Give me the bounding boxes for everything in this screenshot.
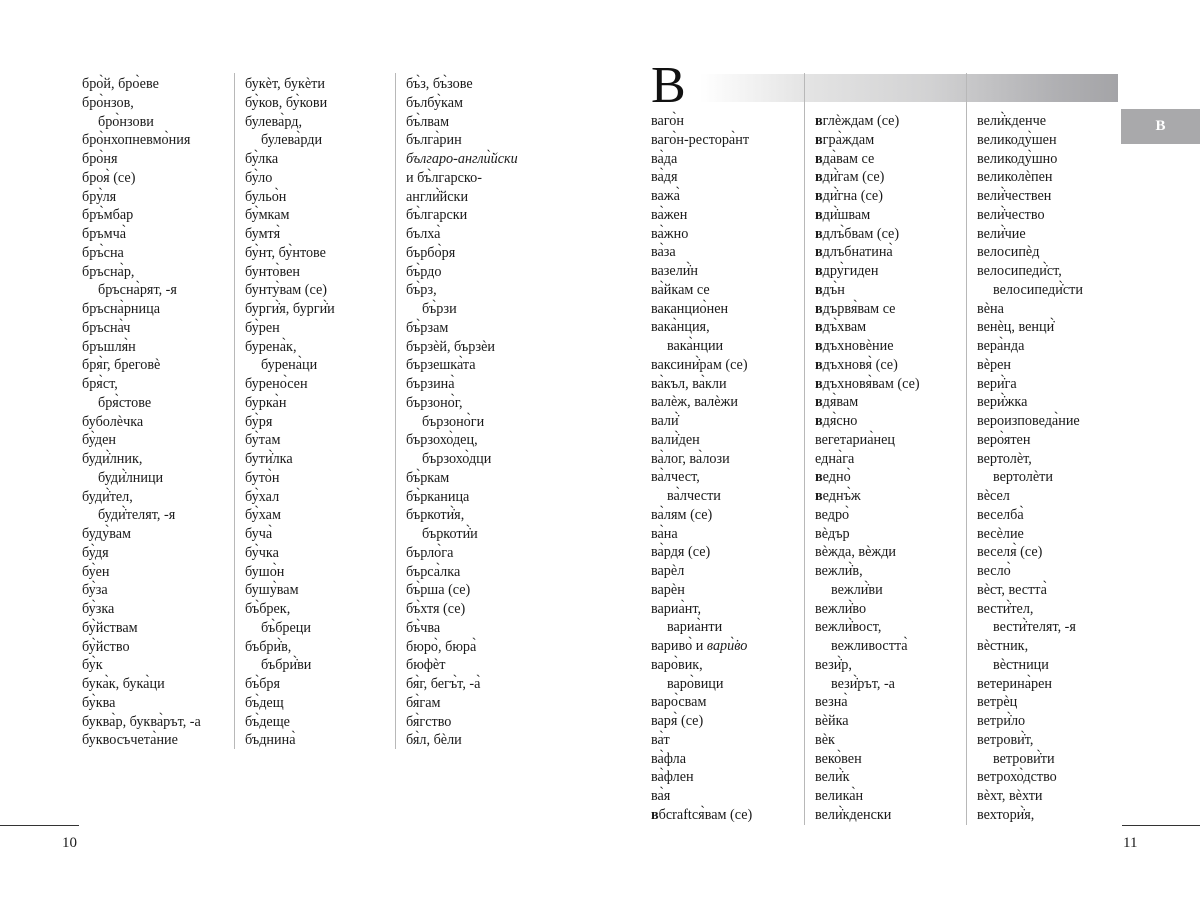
dictionary-entry: бу̀йствам xyxy=(82,619,138,636)
dictionary-entry: вдъхновѐние xyxy=(815,338,894,354)
column-divider xyxy=(804,73,805,825)
dictionary-entry: бу̀за xyxy=(82,582,108,599)
dictionary-entry: бълга̀рин xyxy=(406,132,462,149)
dictionary-entry: ва̀жен xyxy=(651,206,688,223)
dictionary-entry: вели̇̀кденче xyxy=(977,113,1047,129)
dictionary-entry: буква̀р, буква̀рът, -а xyxy=(82,713,201,730)
dictionary-entry: бурено̀сен xyxy=(245,376,308,392)
dictionary-entry: ва̀фла xyxy=(651,750,687,767)
dictionary-entry: бръ̀мбар xyxy=(82,207,134,224)
dictionary-entry: вѐдър xyxy=(815,525,850,542)
dictionary-entry: вежли̇̀во xyxy=(815,600,867,617)
dictionary-entry: вди̇̀гна (се) xyxy=(815,188,883,204)
footer-rule xyxy=(1122,825,1200,826)
dictionary-entry: буду̀вам xyxy=(82,526,131,542)
dictionary-entry: ва̀лог, ва̀лози xyxy=(651,450,730,467)
dictionary-entry: вертолѐт, xyxy=(977,450,1032,467)
dictionary-entry: бъ̀рдо xyxy=(406,263,442,280)
dictionary-entry: вазели̇̀н xyxy=(651,263,698,279)
dictionary-entry: бъ̀рзи xyxy=(422,301,457,317)
dictionary-entry: велосипѐд xyxy=(977,244,1040,261)
dictionary-entry: ва̀лям (се) xyxy=(651,506,713,523)
dictionary-entry: бъ̀рз, xyxy=(406,282,437,299)
dictionary-entry: бумтя̀ xyxy=(245,226,281,242)
dictionary-entry: великоду̀шен xyxy=(977,131,1057,148)
dictionary-entry: бя̀гство xyxy=(406,713,452,730)
dictionary-entry: бря̀ст, xyxy=(82,376,118,392)
dictionary-entry: вѐстник, xyxy=(977,638,1029,654)
dictionary-entry: бурена̀ци xyxy=(261,357,318,374)
right-column-2 xyxy=(815,112,920,825)
section-letter: В xyxy=(651,57,686,114)
dictionary-entry: вѐрен xyxy=(977,356,1011,373)
dictionary-entry: вести̇̀телят, -я xyxy=(993,619,1076,636)
dictionary-entry: бъркоти̇̀и xyxy=(422,526,478,542)
dictionary-entry: вежли̇̀в, xyxy=(815,563,863,579)
dictionary-entry: вели̇̀чествен xyxy=(977,188,1052,204)
dictionary-entry: буди̇̀лници xyxy=(98,469,164,486)
dictionary-entry: вака̀нция, xyxy=(651,319,710,336)
dictionary-entry: ведно̀ xyxy=(815,469,851,486)
dictionary-entry: буто̀н xyxy=(245,469,280,486)
dictionary-entry: бързина̀ xyxy=(406,376,455,392)
dictionary-entry: бря̀г, бреговѐ xyxy=(82,357,161,374)
dictionary-entry: веселя̀ (се) xyxy=(977,544,1043,561)
dictionary-entry: англи̇̀йски xyxy=(406,188,469,205)
dictionary-entry: буквосъчета̀ние xyxy=(82,732,178,749)
dictionary-entry: великоду̀шно xyxy=(977,150,1058,167)
dictionary-entry: бъ̀чва xyxy=(406,619,441,636)
dictionary-entry: ва̀за xyxy=(651,244,676,261)
dictionary-entry: ведро̀ xyxy=(815,506,850,523)
dictionary-entry: булева̀рд, xyxy=(245,113,303,130)
dictionary-entry: бъ̀лвам xyxy=(406,113,450,130)
dictionary-entry: бя̀л, бѐли xyxy=(406,732,462,749)
dictionary-entry: веднъ̀ж xyxy=(815,488,861,504)
dictionary-entry: бу̀ден xyxy=(82,432,116,449)
dictionary-entry: бу̀йство xyxy=(82,638,130,655)
dictionary-entry: вероизповеда̀ние xyxy=(977,413,1080,429)
dictionary-entry: вежли̇̀вост, xyxy=(815,619,882,636)
dictionary-entry: ва̀флен xyxy=(651,769,694,786)
dictionary-entry: букѐт, букѐти xyxy=(245,76,325,92)
left-column-1 xyxy=(82,75,201,750)
dictionary-entry: бу̀хал xyxy=(245,488,280,505)
thumb-index-letter: В xyxy=(1155,118,1166,134)
dictionary-entry: бу̀рен xyxy=(245,319,280,336)
column-divider xyxy=(395,73,396,749)
dictionary-entry: бъ̀деще xyxy=(245,713,290,730)
dictionary-entry: бу̀нт, бу̀нтове xyxy=(245,244,326,261)
dictionary-entry: ва̀лчест, xyxy=(651,469,700,486)
dictionary-entry: варо̀свам xyxy=(651,694,707,711)
dictionary-entry: бързешка̀та xyxy=(406,357,476,374)
dictionary-entry: вера̀нда xyxy=(977,338,1025,354)
dictionary-entry: бъднина̀ xyxy=(245,732,296,749)
left-column-2 xyxy=(245,75,335,750)
dictionary-entry: вдлъ̀бвам (се) xyxy=(815,225,900,242)
dictionary-entry: броя̀ (се) xyxy=(82,169,136,186)
dictionary-entry: венѐц, венци̇̀ xyxy=(977,319,1055,336)
dictionary-entry: вдървя̀вам се xyxy=(815,300,896,317)
right-column-3 xyxy=(977,112,1083,825)
column-divider xyxy=(966,73,967,825)
dictionary-entry: ва̀рдя (се) xyxy=(651,544,711,561)
dictionary-entry: веко̀вен xyxy=(815,750,862,767)
dictionary-entry: вдъхновя̀ (се) xyxy=(815,356,898,373)
dictionary-entry: бъ̀хтя (се) xyxy=(406,601,466,617)
dictionary-entry: бръсна̀ч xyxy=(82,319,131,336)
dictionary-entry: ваго̀н xyxy=(651,113,684,129)
dictionary-entry: вали̇̀ xyxy=(651,413,679,429)
dictionary-entry: великолѐпен xyxy=(977,169,1053,186)
dictionary-entry: вери̇̀га xyxy=(977,375,1017,392)
dictionary-entry: вери̇̀жка xyxy=(977,394,1028,411)
dictionary-entry: бу̀ква xyxy=(82,694,116,711)
dictionary-entry: бръсна̀рят, -я xyxy=(98,282,177,299)
left-column-3 xyxy=(406,75,518,750)
dictionary-entry: вдъ̀хвам xyxy=(815,319,867,336)
dictionary-entry: вежливостта̀ xyxy=(831,638,908,654)
dictionary-entry: буди̇̀лник, xyxy=(82,451,143,467)
dictionary-entry: вести̇̀тел, xyxy=(977,600,1034,617)
dictionary-entry: бу̀лка xyxy=(245,151,279,167)
dictionary-entry: вѐк xyxy=(815,731,835,748)
dictionary-entry: вѐжда, вѐжди xyxy=(815,544,897,561)
dictionary-entry: вди̇̀гам (се) xyxy=(815,169,885,186)
dictionary-entry: ва̀йкам се xyxy=(651,281,710,298)
dictionary-entry: бъ̀рша (се) xyxy=(406,582,471,599)
dictionary-entry: ветрохо̀дство xyxy=(977,769,1057,786)
dictionary-entry: вели̇̀к xyxy=(815,769,850,786)
dictionary-entry: весѐлие xyxy=(977,525,1024,542)
dictionary-entry: варо̀вици xyxy=(667,675,724,692)
dictionary-entry: бъ̀дещ xyxy=(245,694,284,711)
dictionary-entry: вгра̀ждам xyxy=(815,131,875,148)
dictionary-entry: ваго̀н-рестора̀нт xyxy=(651,131,750,148)
dictionary-entry: вали̇̀ден xyxy=(651,431,700,448)
dictionary-entry: бурка̀н xyxy=(245,394,287,411)
dictionary-entry: ваксини̇̀рам (се) xyxy=(651,356,748,373)
dictionary-entry: бюфѐт xyxy=(406,657,446,674)
dictionary-entry: вдя̀вам xyxy=(815,394,859,411)
dictionary-entry: вглѐждам (се) xyxy=(815,113,900,129)
dictionary-entry: велосипеди̇̀ст, xyxy=(977,263,1062,279)
dictionary-entry: ветрови̇̀ти xyxy=(993,750,1055,767)
dictionary-entry: велика̀н xyxy=(815,788,864,804)
dictionary-entry: бръмча̀ xyxy=(82,226,127,242)
dictionary-entry: вди̇̀швам xyxy=(815,206,871,223)
dictionary-entry: бързохо̀дци xyxy=(422,451,492,467)
dictionary-entry: вдя̀сно xyxy=(815,413,858,429)
dictionary-entry: бря̀стове xyxy=(98,394,152,411)
dictionary-entry: бюро̀, бюра̀ xyxy=(406,638,477,655)
dictionary-entry: бя̀г, бегъ̀т, -а̀ xyxy=(406,676,481,692)
dictionary-entry: весло̀ xyxy=(977,563,1011,579)
dictionary-entry: бързохо̀дец, xyxy=(406,432,478,449)
dictionary-entry: бърбо̀ря xyxy=(406,244,456,261)
dictionary-entry: бу̀ков, бу̀кови xyxy=(245,94,328,111)
dictionary-entry: вдру̀гиден xyxy=(815,263,879,279)
dictionary-entry: бръшля̀н xyxy=(82,338,136,355)
dictionary-entry: бро̀нхопневмо̀ния xyxy=(82,132,191,149)
dictionary-entry: ветри̇̀ло xyxy=(977,713,1026,729)
dictionary-entry: буча̀ xyxy=(245,526,273,542)
dictionary-entry: ваканцио̀нен xyxy=(651,300,729,317)
dictionary-entry: бро̀ня xyxy=(82,151,118,167)
dictionary-entry: бука̀к, бука̀ци xyxy=(82,676,165,692)
dictionary-entry: вѐхт, вѐхти xyxy=(977,788,1043,804)
dictionary-entry: вдъ̀н xyxy=(815,281,845,298)
dictionary-entry: вези̇̀рът, -а xyxy=(831,675,895,692)
dictionary-entry: вехтори̇̀я, xyxy=(977,806,1035,823)
dictionary-entry: вбcraftся̀вам (се) xyxy=(651,806,753,823)
dictionary-entry: бъбри̇̀в, xyxy=(245,638,292,655)
dictionary-entry: бъ̀рзам xyxy=(406,319,449,336)
dictionary-entry: вели̇̀чество xyxy=(977,206,1045,223)
dictionary-entry: булева̀рди xyxy=(261,132,323,149)
dictionary-entry: ветерина̀рен xyxy=(977,675,1052,692)
dictionary-entry: бу̀дя xyxy=(82,544,109,561)
dictionary-entry: вѐна xyxy=(977,300,1004,317)
dictionary-entry: бути̇̀лка xyxy=(245,451,293,467)
dictionary-entry: българо-англи̇̀йски xyxy=(406,151,518,167)
dictionary-entry: вертолѐти xyxy=(993,469,1053,486)
dictionary-entry: веро̀ятен xyxy=(977,431,1031,448)
dictionary-entry: бръ̀сна xyxy=(82,244,124,261)
dictionary-entry: вегетариа̀нец xyxy=(815,431,895,448)
dictionary-entry: вежли̇̀ви xyxy=(831,581,883,598)
dictionary-entry: бушо̀н xyxy=(245,563,285,580)
dictionary-entry: ва̀т xyxy=(651,731,670,748)
column-divider xyxy=(234,73,235,749)
dictionary-entry: бу̀хам xyxy=(245,507,281,524)
dictionary-entry: бъбри̇̀ви xyxy=(261,657,312,674)
dictionary-entry: бъ̀лгарски xyxy=(406,207,468,224)
dictionary-entry: бъ̀брек, xyxy=(245,601,291,617)
dictionary-entry: варѐл xyxy=(651,563,685,579)
dictionary-entry: буболѐчка xyxy=(82,413,144,430)
dictionary-entry: бро̀нзов, xyxy=(82,94,134,111)
dictionary-entry: бу̀ло xyxy=(245,169,273,186)
dictionary-entry: бу̀зка xyxy=(82,601,115,617)
dictionary-entry: бръсна̀р, xyxy=(82,263,135,280)
dictionary-entry: вези̇̀р, xyxy=(815,656,852,673)
dictionary-entry: ва̀къл, ва̀кли xyxy=(651,375,727,392)
page-number-left: 10 xyxy=(62,835,77,851)
dictionary-entry: варѐн xyxy=(651,581,685,598)
dictionary-entry: бу̀ен xyxy=(82,563,110,580)
page-number-right: 11 xyxy=(1123,835,1138,851)
dictionary-entry: бру̀ля xyxy=(82,188,117,205)
dictionary-entry: бъркоти̇̀я, xyxy=(406,507,465,524)
dictionary-entry: бърло̀га xyxy=(406,544,454,561)
dictionary-entry: валѐж, валѐжи xyxy=(651,394,738,411)
dictionary-entry: бу̀чка xyxy=(245,544,279,561)
dictionary-entry: бро̀нзови xyxy=(98,113,154,130)
dictionary-entry: бързѐй, бързѐи xyxy=(406,338,496,355)
dictionary-entry: буди̇̀тел, xyxy=(82,488,133,505)
dictionary-entry: бурена̀к, xyxy=(245,338,297,355)
dictionary-entry: бъ̀ркам xyxy=(406,469,450,486)
dictionary-entry: и бъ̀лгарско- xyxy=(406,169,482,186)
dictionary-entry: бунту̀вам (се) xyxy=(245,282,328,299)
dictionary-entry: ва̀дя xyxy=(651,169,678,186)
dictionary-entry: бълбу̀кам xyxy=(406,94,464,111)
dictionary-entry: вѐстници xyxy=(993,656,1049,673)
dictionary-entry: вели̇̀чие xyxy=(977,225,1026,242)
dictionary-entry: вариво̀ и вари̇̀во xyxy=(651,638,748,654)
dictionary-entry: бълха̀ xyxy=(406,226,441,242)
dictionary-entry: ва̀на xyxy=(651,525,678,542)
dictionary-entry: бурги̇̀я, бурги̇̀и xyxy=(245,301,335,317)
dictionary-entry: бу̀мкам xyxy=(245,207,290,224)
dictionary-entry: бу̀к xyxy=(82,657,103,674)
dictionary-entry: вариа̀нт, xyxy=(651,600,702,617)
dictionary-entry: вели̇̀кденски xyxy=(815,806,892,823)
dictionary-entry: везна̀ xyxy=(815,694,848,711)
footer-rule xyxy=(0,825,79,826)
section-header-band xyxy=(700,74,1118,102)
dictionary-entry: вдъхновя̀вам (се) xyxy=(815,375,920,392)
dictionary-entry: ва̀я xyxy=(651,788,671,804)
dictionary-entry: вѐсел xyxy=(977,488,1010,504)
right-column-1 xyxy=(651,112,752,825)
dictionary-entry: бъ̀рканица xyxy=(406,488,470,505)
dictionary-entry: бъ̀бреци xyxy=(261,619,311,636)
thumb-index-tab[interactable] xyxy=(1121,109,1200,144)
dictionary-entry: важа̀ xyxy=(651,188,680,204)
dictionary-entry: бя̀гам xyxy=(406,694,441,711)
dictionary-entry: бъ̀бря xyxy=(245,676,281,692)
dictionary-entry: вѐйка xyxy=(815,713,849,729)
dictionary-entry: вариа̀нти xyxy=(667,619,723,636)
dictionary-entry: вдлъбнатина̀ xyxy=(815,244,893,261)
dictionary-entry: вака̀нции xyxy=(667,338,724,354)
dictionary-entry: велосипеди̇̀сти xyxy=(993,281,1083,298)
dictionary-entry: бунто̀вен xyxy=(245,263,300,280)
dictionary-entry: вда̀вам се xyxy=(815,150,875,167)
dictionary-entry: буди̇̀телят, -я xyxy=(98,507,176,524)
dictionary-entry: веселба̀ xyxy=(977,506,1024,523)
dictionary-entry: бъ̀з, бъ̀зове xyxy=(406,76,473,92)
dictionary-entry: бързоно̀ги xyxy=(422,413,485,430)
dictionary-entry: бульо̀н xyxy=(245,188,287,205)
dictionary-entry: бу̀там xyxy=(245,432,281,449)
dictionary-entry: ветрѐц xyxy=(977,694,1018,711)
dictionary-entry: вѐст, вестта̀ xyxy=(977,581,1047,598)
dictionary-entry: варо̀вик, xyxy=(651,656,703,673)
dictionary-entry: ветрови̇̀т, xyxy=(977,731,1034,748)
dictionary-entry: бушу̀вам xyxy=(245,582,299,599)
dictionary-entry: варя̀ (се) xyxy=(651,713,704,729)
dictionary-entry: бръсна̀рница xyxy=(82,301,161,317)
dictionary-entry: ва̀лчести xyxy=(667,488,721,504)
dictionary-entry: бързоно̀г, xyxy=(406,394,463,411)
dictionary-entry: бро̀й, бро̀еве xyxy=(82,76,159,92)
dictionary-entry: една̀га xyxy=(815,450,855,467)
dictionary-entry: ва̀да xyxy=(651,150,678,167)
dictionary-entry: бу̀ря xyxy=(245,413,273,430)
dictionary-entry: ва̀жно xyxy=(651,225,689,242)
dictionary-entry: бърса̀лка xyxy=(406,563,461,580)
